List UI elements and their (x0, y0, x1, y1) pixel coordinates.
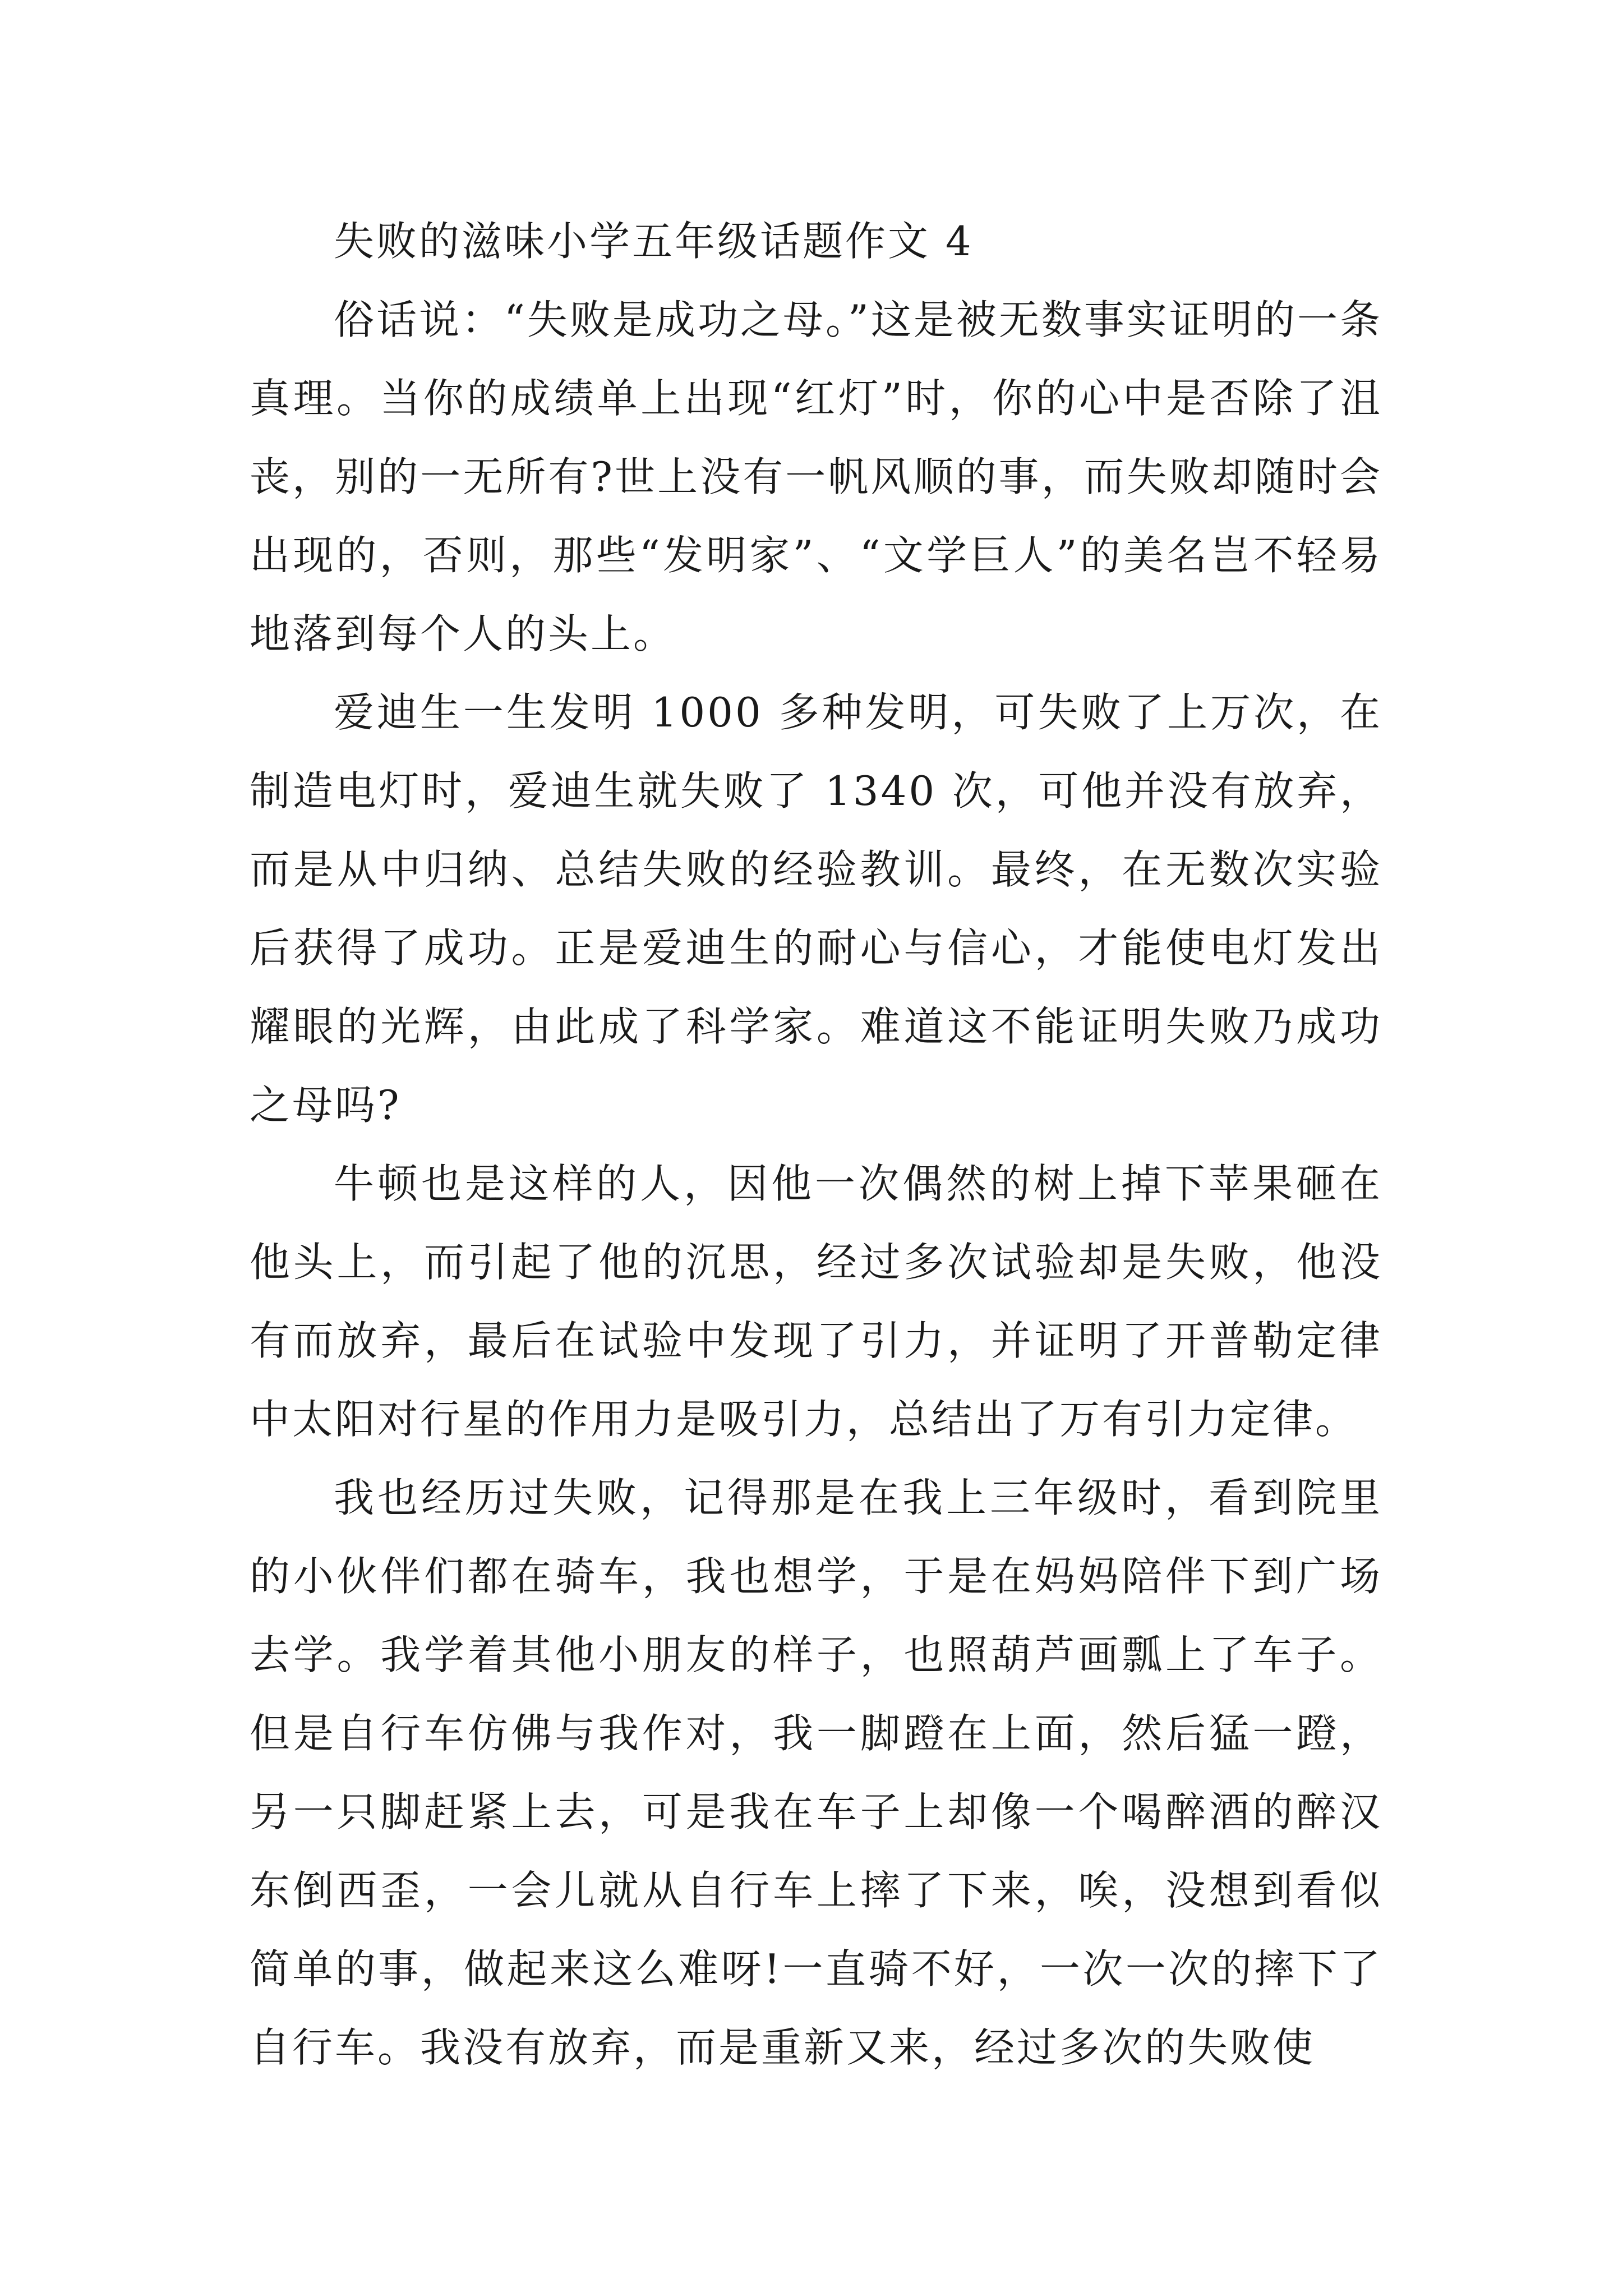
paragraph-edison: 爱迪生一生发明 1000 多种发明，可失败了上万次，在制造电灯时，爱迪生就失败了 1340 次，可他并没有放弃，而是从中归纳、总结失败的经验教训。最终，在无数次实验后获得了成功。正是爱迪生的耐心与信心，才能使电灯发出耀眼的光辉，由此成了科学家。难道这不能证明失败乃成功之母吗? (250, 689, 1382, 1129)
paragraph-newton: 牛顿也是这样的人，因他一次偶然的树上掉下苹果砸在他头上，而引起了他的沉思，经过多次试验却是失败，他没有而放弃，最后在试验中发现了引力，并证明了开普勒定律中太阳对行星的作用力是吸引力，总结出了万有引力定律。 (250, 1160, 1382, 1443)
paragraph-bicycle: 我也经历过失败，记得那是在我上三年级时，看到院里的小伙伴们都在骑车，我也想学，于是在妈妈陪伴下到广场去学。我学着其他小朋友的样子，也照葫芦画瓢上了车子。但是自行车仿佛与我作对，我一脚蹬在上面，然后猛一蹬，另一只脚赶紧上去，可是我在车子上却像一个喝醉酒的醉汉东倒西歪，一会儿就从自行车上摔了下来，唉，没想到看似简单的事，做起来这么难呀!一直骑不好，一次一次的摔下了自行车。我没有放弃，而是重新又来，经过多次的失败使 (250, 1474, 1382, 2071)
document-title: 失败的滋味小学五年级话题作文 4 (334, 218, 974, 265)
document-body (250, 202, 1382, 2087)
paragraph-proverb: 俗话说：“失败是成功之母。”这是被无数事实证明的一条真理。当你的成绩单上出现“红灯”时，你的心中是否除了沮丧，别的一无所有?世上没有一帆风顺的事，而失败却随时会出现的，否则，那些“发明家”、“文学巨人”的美名岂不轻易地落到每个人的头上。 (250, 296, 1382, 657)
